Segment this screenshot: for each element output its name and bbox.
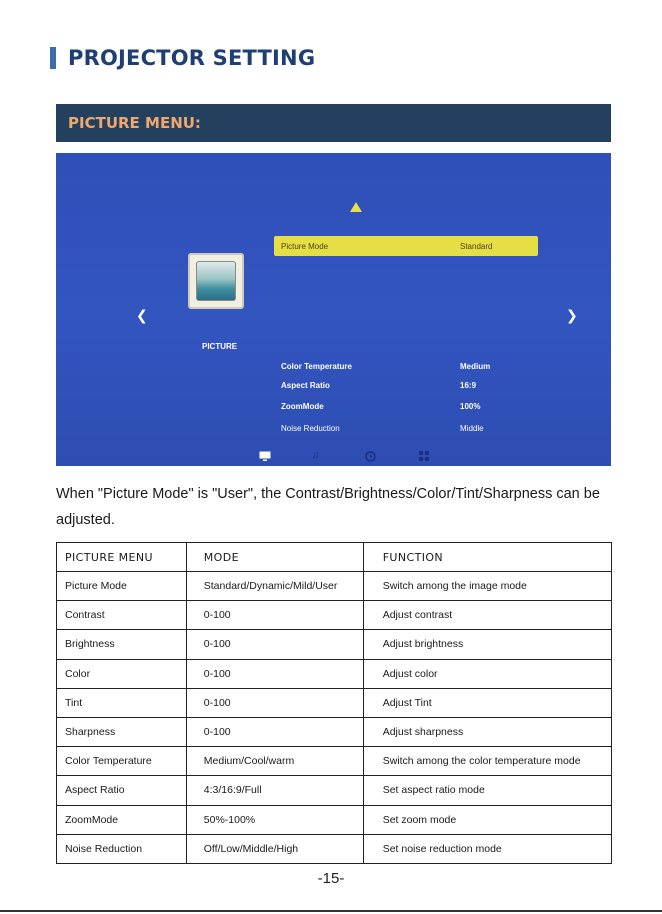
table-row — [57, 834, 612, 863]
monitor-icon — [259, 451, 271, 465]
osd-row-faded — [274, 337, 538, 357]
up-arrow-icon — [350, 202, 362, 212]
table-row — [57, 805, 612, 834]
osd-row-faded — [274, 277, 538, 297]
osd-row-value: 16:9 — [460, 380, 477, 390]
mode-cell: Off/Low/Middle/High — [186, 834, 363, 863]
function-cell: Adjust brightness — [363, 630, 611, 659]
mode-cell: 0-100 — [186, 601, 363, 630]
osd-row-faded — [274, 257, 538, 277]
table-row — [57, 776, 612, 805]
function-cell: Switch among the color temperature mode — [363, 747, 611, 776]
function-cell: Set noise reduction mode — [363, 834, 611, 863]
music-note-icon: ♫ — [312, 450, 320, 461]
osd-row-value: Medium — [460, 361, 491, 371]
function-cell: Adjust sharpness — [363, 717, 611, 746]
table-row — [57, 747, 612, 776]
osd-row-label: Color Temperature — [281, 361, 352, 371]
mode-cell: Standard/Dynamic/Mild/User — [186, 572, 363, 601]
osd-row-label: Aspect Ratio — [281, 380, 330, 390]
osd-row-noise-reduction — [274, 418, 538, 438]
page-heading — [50, 46, 315, 70]
menu-item-cell: Color Temperature — [57, 747, 187, 776]
menu-item-cell: Sharpness — [57, 717, 187, 746]
function-cell: Set zoom mode — [363, 805, 611, 834]
clock-icon — [365, 451, 376, 465]
table-row — [57, 601, 612, 630]
menu-item-cell: Color — [57, 659, 187, 688]
osd-row-label: ZoomMode — [281, 401, 324, 411]
mode-cell: Medium/Cool/warm — [186, 747, 363, 776]
mode-cell: 0-100 — [186, 630, 363, 659]
page-number: -15- — [317, 870, 345, 887]
function-cell: Adjust color — [363, 659, 611, 688]
column-header: PICTURE MENU — [57, 543, 187, 572]
menu-item-cell: Brightness — [57, 630, 187, 659]
column-header: MODE — [186, 543, 363, 572]
mode-cell: 4:3/16:9/Full — [186, 776, 363, 805]
table-row — [57, 688, 612, 717]
mode-cell: 0-100 — [186, 688, 363, 717]
mode-cell: 0-100 — [186, 717, 363, 746]
table-row — [57, 630, 612, 659]
menu-item-cell: Aspect Ratio — [57, 776, 187, 805]
tv-screen — [196, 261, 236, 301]
mode-cell: 50%-100% — [186, 805, 363, 834]
left-arrow-icon: ❮ — [136, 308, 148, 324]
menu-item-cell: Noise Reduction — [57, 834, 187, 863]
osd-row-value: 100% — [460, 401, 481, 411]
menu-item-cell: Picture Mode — [57, 572, 187, 601]
function-cell: Set aspect ratio mode — [363, 776, 611, 805]
section-title: PICTURE MENU: — [68, 114, 201, 132]
section-banner — [56, 104, 611, 142]
table-header-row — [57, 543, 612, 572]
right-arrow-icon: ❯ — [566, 308, 578, 324]
osd-row-faded — [274, 317, 538, 337]
osd-caption: PICTURE — [202, 342, 238, 351]
osd-screenshot — [56, 153, 611, 466]
osd-row-label: Picture Mode — [281, 241, 329, 251]
osd-tab-icons — [56, 451, 611, 463]
menu-item-cell: Contrast — [57, 601, 187, 630]
table-row — [57, 572, 612, 601]
menu-item-cell: ZoomMode — [57, 805, 187, 834]
heading-accent-bar — [50, 47, 56, 69]
page-title: PROJECTOR SETTING — [68, 46, 316, 70]
description-text: When "Picture Mode" is "User", the Contrast/Brightness/Color/Tint/Sharpness can be adjusted. — [56, 486, 600, 528]
osd-row-zoom-mode — [274, 396, 538, 416]
osd-row-label: Noise Reduction — [281, 423, 340, 433]
function-cell: Adjust Tint — [363, 688, 611, 717]
function-cell: Switch among the image mode — [363, 572, 611, 601]
table-row — [57, 659, 612, 688]
grid-icon — [419, 451, 429, 464]
osd-row-color-temperature — [274, 356, 538, 376]
column-header: FUNCTION — [363, 543, 611, 572]
menu-item-cell: Tint — [57, 688, 187, 717]
picture-menu-table — [56, 542, 612, 864]
function-cell: Adjust contrast — [363, 601, 611, 630]
osd-row-aspect-ratio — [274, 375, 538, 395]
osd-row-picture-mode — [274, 236, 538, 256]
picture-tv-icon — [188, 253, 244, 309]
bottom-divider — [0, 910, 662, 912]
osd-row-value: Middle — [460, 423, 484, 433]
osd-row-faded — [274, 297, 538, 317]
mode-cell: 0-100 — [186, 659, 363, 688]
osd-row-value: Standard — [460, 241, 493, 251]
table-row — [57, 717, 612, 746]
